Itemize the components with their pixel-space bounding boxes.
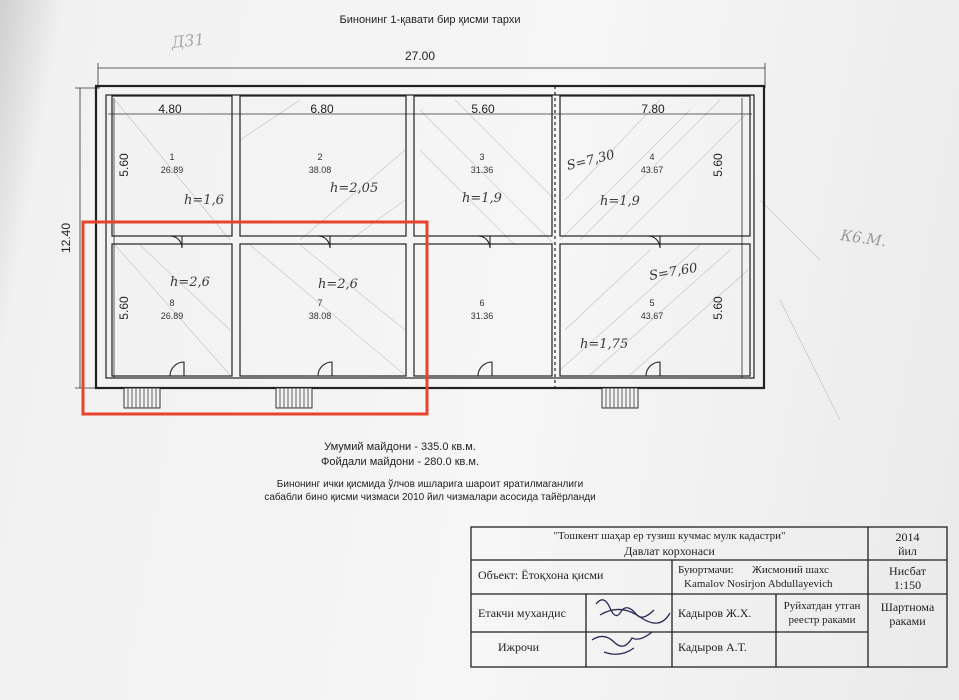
room-2-area: 38.08 bbox=[308, 165, 332, 175]
doors bbox=[170, 236, 660, 376]
stairs bbox=[124, 388, 638, 408]
useful-area: Фойдали майдони - 280.0 кв.м. bbox=[320, 456, 480, 468]
stamp-registry-1: Руйхатдан утган bbox=[783, 600, 861, 612]
note-line-1: Бинонинг ички қисмида ўлчов ишларига шароит яратилмаганлиги bbox=[276, 479, 584, 490]
room-6-area: 31.36 bbox=[470, 311, 494, 321]
room-1-number: 1 bbox=[169, 152, 175, 162]
stamp-executor-name: Кадыров А.Т. bbox=[678, 640, 747, 654]
room-3-number: 3 bbox=[479, 152, 485, 162]
room-4-hand-note-2: S=7,30 bbox=[565, 147, 617, 174]
note-line-2: сабабли бино қисми чизмаси 2010 йил чизмалари асосида тайёрланди bbox=[264, 492, 596, 503]
room-8-area: 26.89 bbox=[160, 311, 184, 321]
stamp-registry-2: реестр раками bbox=[788, 614, 856, 626]
room-4-number: 4 bbox=[649, 152, 655, 162]
stair-treads bbox=[128, 388, 634, 408]
room-5-hand-note-2: S=7,60 bbox=[648, 260, 699, 284]
right-top-label: 5.60 bbox=[711, 153, 725, 177]
stamp-year-label: йил bbox=[898, 544, 917, 558]
outer-wall bbox=[96, 86, 764, 388]
signature-icon bbox=[592, 600, 670, 654]
room-7-hand-note: h=2,6 bbox=[318, 277, 358, 292]
room-4-area: 43.67 bbox=[640, 165, 664, 175]
stamp-lead-engineer: Етакчи мухандис bbox=[478, 606, 566, 620]
side-pencil-note: К6.М. bbox=[839, 226, 888, 251]
room-walls bbox=[112, 86, 750, 388]
plan-title: Бинонинг 1-қавати бир қисми тархи bbox=[339, 14, 521, 26]
room-5-area: 43.67 bbox=[640, 311, 664, 321]
stamp-org-line-2: Давлат корхонаси bbox=[624, 544, 715, 558]
stamp-contract-2: раками bbox=[889, 614, 926, 628]
stamp-lead-name: Кадыров Ж.Х. bbox=[678, 606, 752, 620]
room-1-hand-note: h=1,6 bbox=[184, 193, 224, 208]
seg-1-label: 4.80 bbox=[158, 102, 182, 116]
stamp-customer-type: Жисмоний шахс bbox=[752, 564, 829, 576]
room-1-area: 26.89 bbox=[160, 165, 184, 175]
seg-4-label: 7.80 bbox=[641, 102, 665, 116]
room-5-hand-note: h=1,75 bbox=[580, 337, 629, 352]
room-7-number: 7 bbox=[317, 298, 323, 308]
room-8-hand-note: h=2,6 bbox=[170, 275, 210, 290]
left-bottom-label: 5.60 bbox=[117, 296, 131, 320]
stamp-object: Объект: Ётоқхона қисми bbox=[478, 568, 604, 582]
stamp-year: 2014 bbox=[895, 530, 920, 544]
right-bottom-label: 5.60 bbox=[711, 296, 725, 320]
total-area: Умумий майдони - 335.0 кв.м. bbox=[324, 441, 476, 453]
total-width-label: 27.00 bbox=[404, 49, 436, 63]
room-3-hand-note: h=1,9 bbox=[462, 191, 502, 206]
stamp-scale-label: Нисбат bbox=[889, 564, 926, 578]
stamp-customer-name: Kamalov Nosirjon Abdullayevich bbox=[684, 578, 833, 590]
stamp-scale-value: 1:150 bbox=[893, 578, 922, 592]
pencil-hatching bbox=[115, 100, 840, 420]
room-4-hand-note: h=1,9 bbox=[600, 194, 640, 209]
room-2-hand-note: h=2,05 bbox=[330, 181, 379, 196]
stamp-customer-label: Буюртмачи: bbox=[678, 564, 734, 576]
stamp-executor: Ижрочи bbox=[498, 640, 540, 654]
stamp-contract-1: Шартнома bbox=[880, 600, 935, 614]
room-6-number: 6 bbox=[479, 298, 485, 308]
stamp-org-line-1: "Тошкент шаҳар ер тузиш кучмас мулк кадастри" bbox=[553, 530, 786, 542]
room-2-number: 2 bbox=[317, 152, 323, 162]
margin-pencil-note: Д31 bbox=[170, 29, 206, 52]
seg-3-label: 5.60 bbox=[471, 102, 495, 116]
room-7-area: 38.08 bbox=[308, 311, 332, 321]
room-8-number: 8 bbox=[169, 298, 175, 308]
room-3-area: 31.36 bbox=[470, 165, 494, 175]
highlight-frame bbox=[83, 222, 427, 414]
seg-2-label: 6.80 bbox=[310, 102, 334, 116]
left-top-label: 5.60 bbox=[117, 153, 131, 177]
total-height-label: 12.40 bbox=[59, 222, 73, 254]
room-5-number: 5 bbox=[649, 298, 655, 308]
